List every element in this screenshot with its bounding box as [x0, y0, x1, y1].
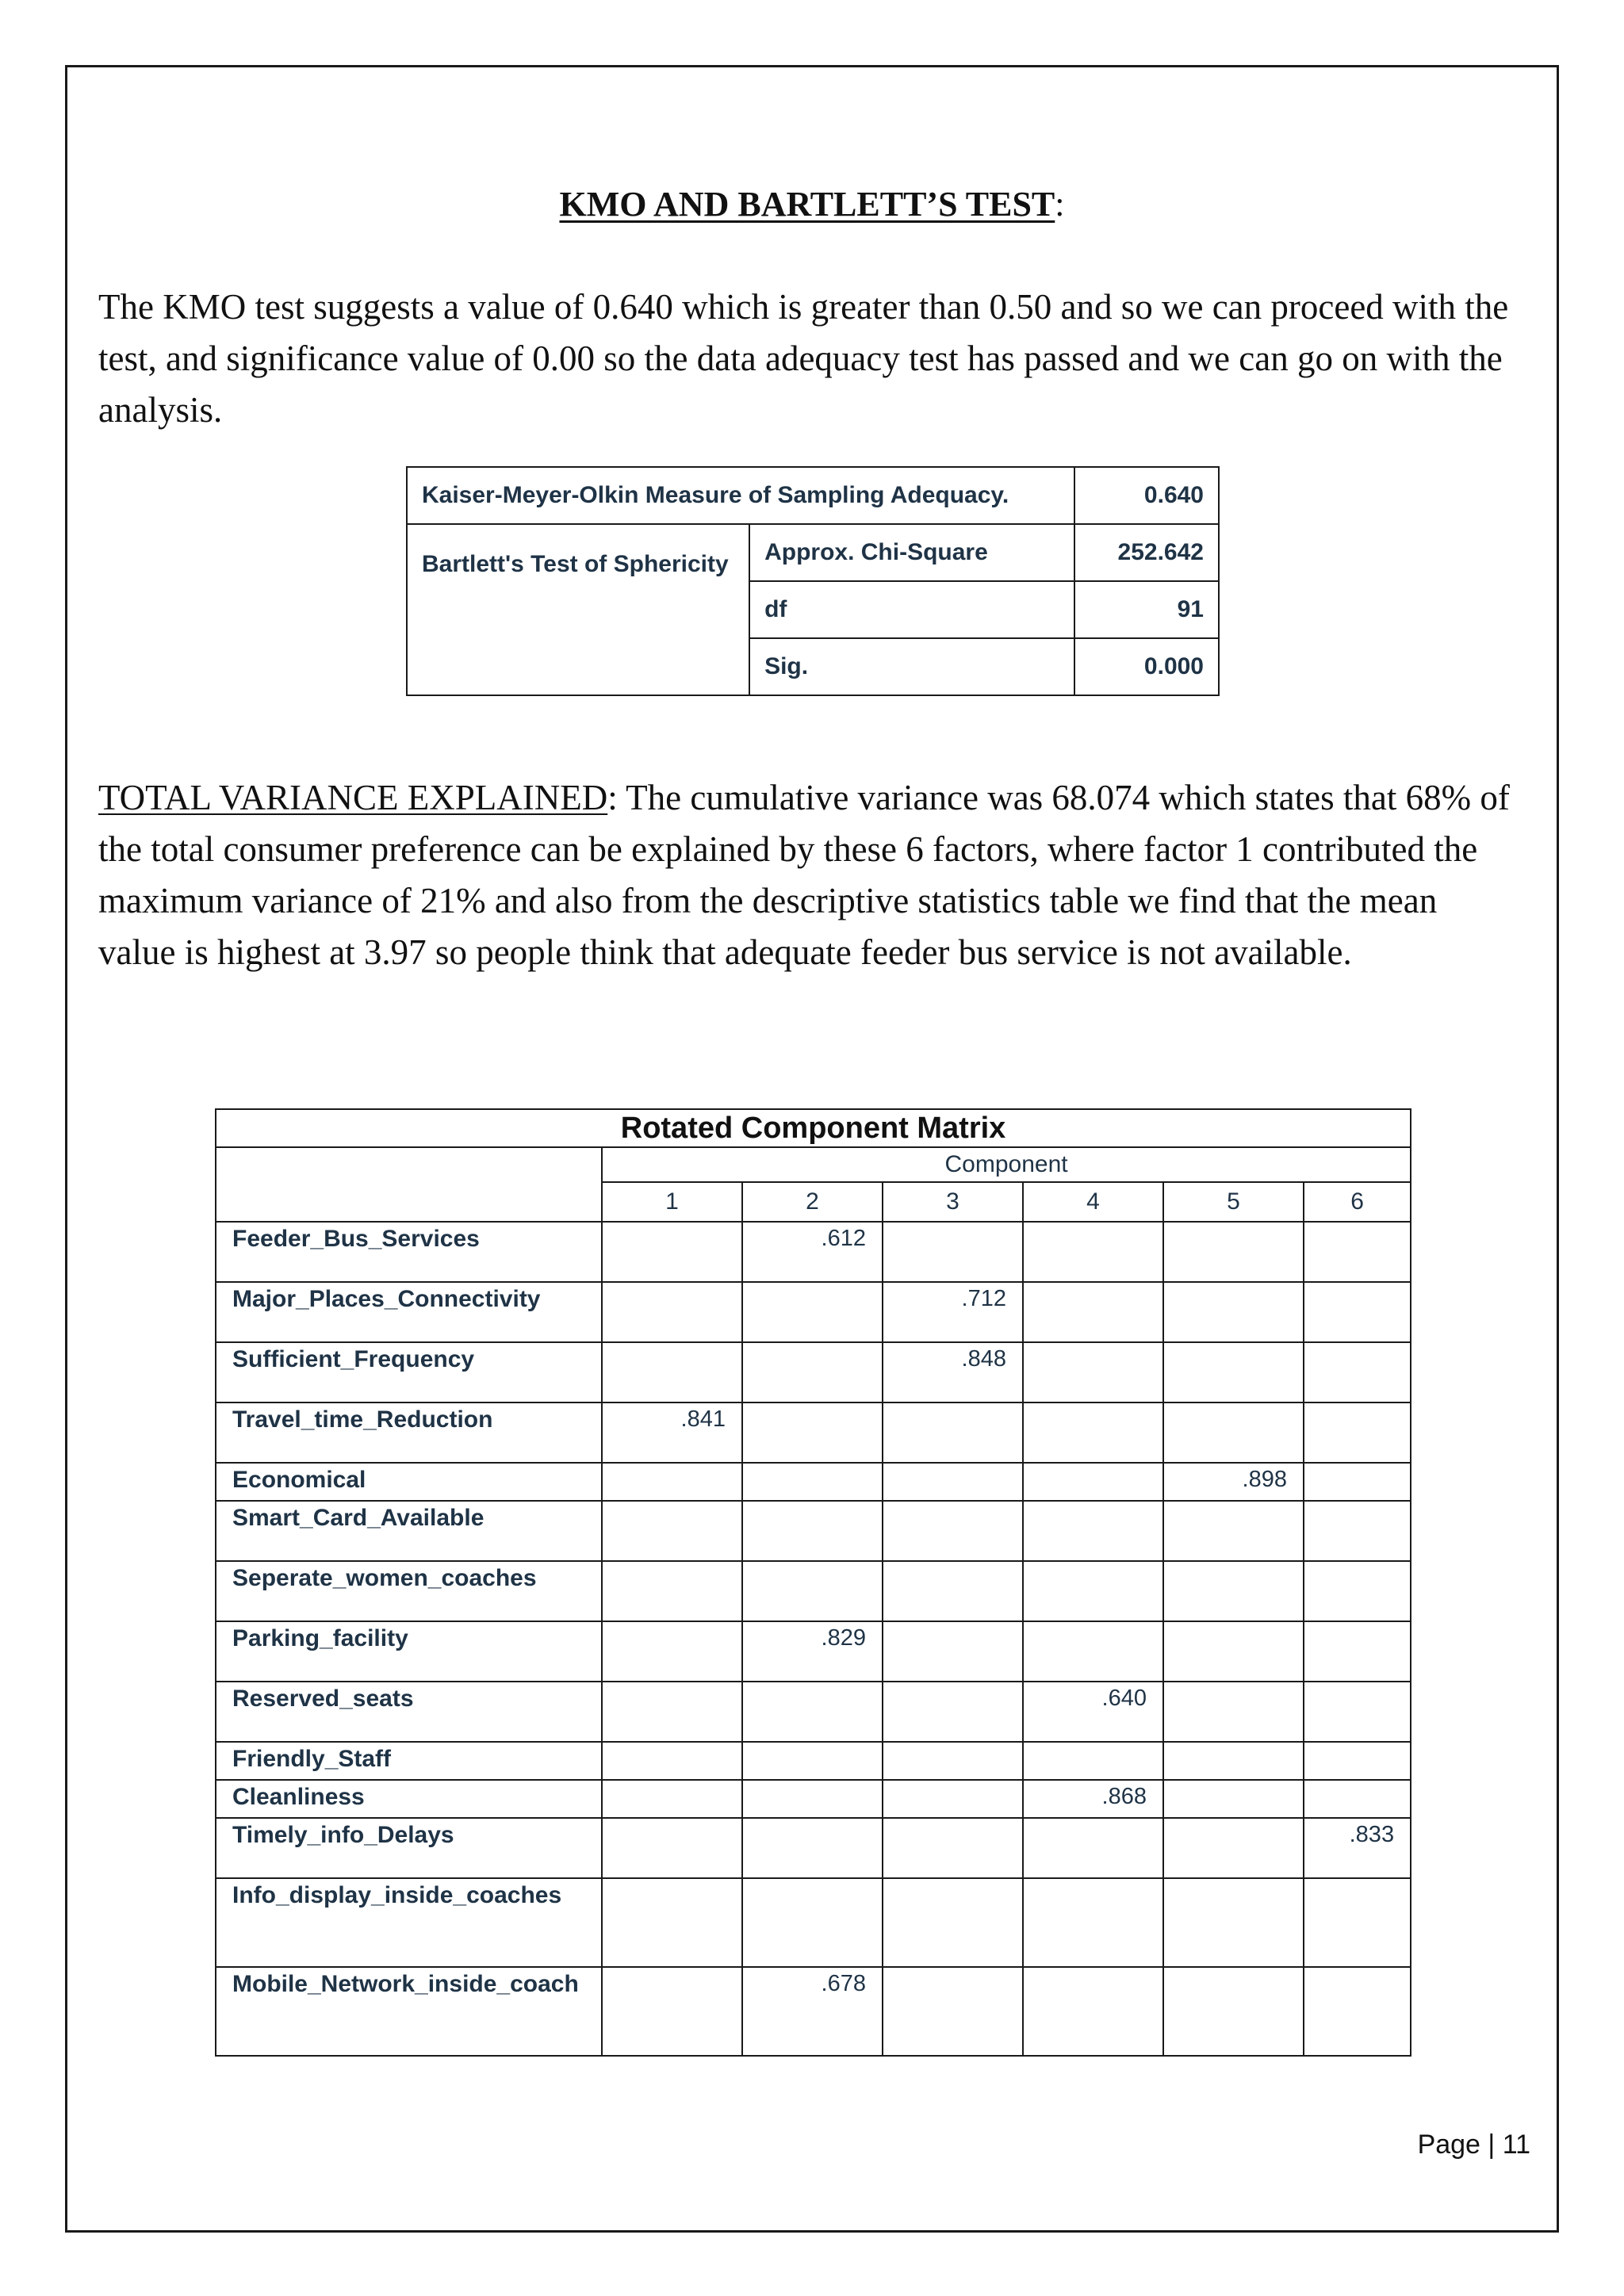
- loading-cell: [1304, 1282, 1411, 1342]
- table-row: [216, 1682, 1411, 1742]
- loading-cell: .712: [883, 1282, 1023, 1342]
- loading-cell: [742, 1561, 883, 1621]
- variable-label: Mobile_Network_inside_coach: [216, 1967, 602, 2056]
- loading-cell: [1304, 1463, 1411, 1501]
- loading-cell: [1304, 1742, 1411, 1780]
- loading-cell: [1023, 1222, 1163, 1282]
- bartlett-label: Bartlett's Test of Sphericity: [407, 524, 749, 695]
- table-row: [216, 1742, 1411, 1780]
- variable-label: Timely_info_Delays: [216, 1818, 602, 1878]
- variance-lead: TOTAL VARIANCE EXPLAINED: [98, 778, 608, 817]
- chi-square-value: 252.642: [1074, 524, 1219, 581]
- column-header: 1: [602, 1182, 742, 1222]
- loading-cell: [1163, 1780, 1304, 1818]
- kmo-paragraph: The KMO test suggests a value of 0.640 which is greater than 0.50 and so we can proceed with the test, and significance value of 0.00 so the data adequacy test has passed and we can go on with the analysis.: [98, 287, 1509, 430]
- df-value: 91: [1074, 581, 1219, 638]
- rotated-component-matrix: [215, 1108, 1411, 2057]
- loading-cell: .640: [1023, 1682, 1163, 1742]
- variable-label: Parking_facility: [216, 1621, 602, 1682]
- kmo-label: Kaiser-Meyer-Olkin Measure of Sampling Adequacy.: [407, 467, 1074, 524]
- variable-label: Cleanliness: [216, 1780, 602, 1818]
- loading-cell: [1023, 1967, 1163, 2056]
- table-row: [216, 1402, 1411, 1463]
- loading-cell: .841: [602, 1402, 742, 1463]
- loading-cell: [742, 1463, 883, 1501]
- loading-cell: [742, 1282, 883, 1342]
- loading-cell: [602, 1463, 742, 1501]
- loading-cell: [602, 1282, 742, 1342]
- loading-cell: [742, 1682, 883, 1742]
- loading-cell: [1304, 1780, 1411, 1818]
- column-header: 3: [883, 1182, 1023, 1222]
- table-row: [216, 1463, 1411, 1501]
- column-header: 4: [1023, 1182, 1163, 1222]
- loading-cell: [602, 1222, 742, 1282]
- loading-cell: [1163, 1682, 1304, 1742]
- loading-cell: [742, 1742, 883, 1780]
- table-row: [216, 1818, 1411, 1878]
- loading-cell: [1304, 1222, 1411, 1282]
- variable-label: Economical: [216, 1463, 602, 1501]
- loading-cell: [742, 1780, 883, 1818]
- sig-value: 0.000: [1074, 638, 1219, 695]
- loading-cell: .678: [742, 1967, 883, 2056]
- loading-cell: [1023, 1501, 1163, 1561]
- loading-cell: [883, 1967, 1023, 2056]
- variable-label: Major_Places_Connectivity: [216, 1282, 602, 1342]
- column-header: 6: [1304, 1182, 1411, 1222]
- variable-label: Travel_time_Reduction: [216, 1402, 602, 1463]
- variable-label: Info_display_inside_coaches: [216, 1878, 602, 1967]
- loading-cell: [1163, 1342, 1304, 1402]
- loading-cell: [1163, 1818, 1304, 1878]
- loading-cell: [883, 1682, 1023, 1742]
- loading-cell: [883, 1621, 1023, 1682]
- kmo-value: 0.640: [1074, 467, 1219, 524]
- loading-cell: [883, 1742, 1023, 1780]
- loading-cell: [883, 1222, 1023, 1282]
- variance-body: The cumulative variance was 68.074 which states that 68% of the total consumer preference can be explained by these 6 factors, where factor 1 contributed the maximum variance of 21% and also from the descriptive statistics table we find that the mean value is highest at 3.97 so people think that adequate feeder bus service is not available.: [98, 778, 1510, 972]
- loading-cell: [1023, 1463, 1163, 1501]
- loading-cell: [1304, 1878, 1411, 1967]
- column-header: 2: [742, 1182, 883, 1222]
- loading-cell: [602, 1742, 742, 1780]
- loading-cell: [1304, 1682, 1411, 1742]
- loading-cell: [602, 1878, 742, 1967]
- loading-cell: .898: [1163, 1463, 1304, 1501]
- loading-cell: [1163, 1501, 1304, 1561]
- loading-cell: [1023, 1342, 1163, 1402]
- loading-cell: [602, 1501, 742, 1561]
- table-row: [216, 1621, 1411, 1682]
- loading-cell: [602, 1818, 742, 1878]
- loading-cell: [1023, 1878, 1163, 1967]
- column-header: 5: [1163, 1182, 1304, 1222]
- table-row: [407, 467, 1219, 524]
- loading-cell: [883, 1818, 1023, 1878]
- loading-cell: [883, 1501, 1023, 1561]
- matrix-corner: [216, 1147, 602, 1222]
- loading-cell: [1163, 1878, 1304, 1967]
- variable-label: Feeder_Bus_Services: [216, 1222, 602, 1282]
- loading-cell: [1023, 1818, 1163, 1878]
- loading-cell: [1304, 1402, 1411, 1463]
- table-row: [407, 524, 1219, 581]
- loading-cell: [742, 1342, 883, 1402]
- loading-cell: [602, 1621, 742, 1682]
- loading-cell: [1023, 1282, 1163, 1342]
- loading-cell: .868: [1023, 1780, 1163, 1818]
- loading-cell: [602, 1342, 742, 1402]
- loading-cell: .829: [742, 1621, 883, 1682]
- loading-cell: [1304, 1621, 1411, 1682]
- loading-cell: [1023, 1621, 1163, 1682]
- loading-cell: [883, 1402, 1023, 1463]
- loading-cell: [602, 1967, 742, 2056]
- table-row: [216, 1561, 1411, 1621]
- loading-cell: .833: [1304, 1818, 1411, 1878]
- loading-cell: [742, 1501, 883, 1561]
- sig-label: Sig.: [749, 638, 1074, 695]
- section-heading: [0, 184, 1624, 224]
- loading-cell: [1163, 1967, 1304, 2056]
- table-row: [216, 1878, 1411, 1967]
- loading-cell: [1304, 1342, 1411, 1402]
- table-row: [216, 1282, 1411, 1342]
- heading-title: KMO AND BARTLETT’S TEST: [559, 185, 1055, 224]
- loading-cell: [1023, 1742, 1163, 1780]
- kmo-bartlett-table: [406, 466, 1220, 696]
- loading-cell: [1304, 1967, 1411, 2056]
- matrix-component-row: [216, 1147, 1411, 1182]
- variable-label: Seperate_women_coaches: [216, 1561, 602, 1621]
- loading-cell: [602, 1561, 742, 1621]
- loading-cell: [1304, 1561, 1411, 1621]
- loading-cell: [1304, 1501, 1411, 1561]
- variable-label: Friendly_Staff: [216, 1742, 602, 1780]
- loading-cell: [883, 1878, 1023, 1967]
- loading-cell: [1023, 1561, 1163, 1621]
- loading-cell: [742, 1878, 883, 1967]
- variance-paragraph: [98, 772, 1518, 978]
- loading-cell: .612: [742, 1222, 883, 1282]
- page-number: Page | 11: [1417, 2130, 1530, 2160]
- loading-cell: [1163, 1282, 1304, 1342]
- loading-cell: [1163, 1621, 1304, 1682]
- loading-cell: [1023, 1402, 1163, 1463]
- loading-cell: [1163, 1402, 1304, 1463]
- matrix-title-row: [216, 1109, 1411, 1147]
- loading-cell: [1163, 1222, 1304, 1282]
- df-label: df: [749, 581, 1074, 638]
- table-row: [216, 1967, 1411, 2056]
- loading-cell: [883, 1463, 1023, 1501]
- table-row: [216, 1342, 1411, 1402]
- loading-cell: .848: [883, 1342, 1023, 1402]
- table-row: [216, 1780, 1411, 1818]
- variable-label: Sufficient_Frequency: [216, 1342, 602, 1402]
- loading-cell: [1163, 1561, 1304, 1621]
- table-row: [216, 1222, 1411, 1282]
- loading-cell: [742, 1818, 883, 1878]
- loading-cell: [602, 1682, 742, 1742]
- variance-colon: :: [607, 778, 618, 817]
- variable-label: Smart_Card_Available: [216, 1501, 602, 1561]
- loading-cell: [883, 1561, 1023, 1621]
- component-header: Component: [602, 1147, 1411, 1182]
- loading-cell: [1163, 1742, 1304, 1780]
- loading-cell: [742, 1402, 883, 1463]
- chi-square-label: Approx. Chi-Square: [749, 524, 1074, 581]
- heading-colon: :: [1055, 185, 1065, 224]
- matrix-title: Rotated Component Matrix: [216, 1109, 1411, 1147]
- variable-label: Reserved_seats: [216, 1682, 602, 1742]
- table-row: [216, 1501, 1411, 1561]
- loading-cell: [883, 1780, 1023, 1818]
- loading-cell: [602, 1780, 742, 1818]
